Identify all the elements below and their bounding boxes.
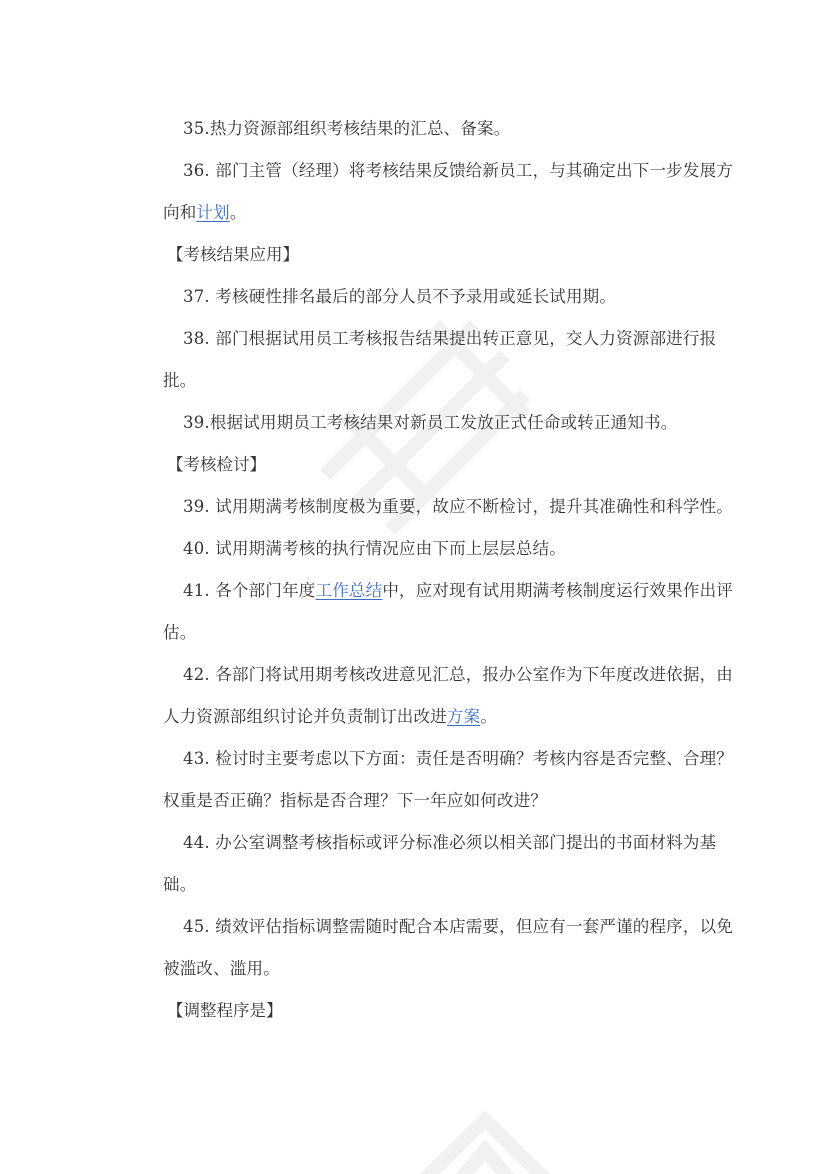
paragraph-text: 37. 考核硬性排名最后的部分人员不予录用或延长试用期。 xyxy=(183,287,617,306)
paragraph-text: 【考核检讨】 xyxy=(167,455,266,474)
list-item xyxy=(163,570,743,654)
paragraph-text: 40. 试用期满考核的执行情况应由下而上层层总结。 xyxy=(183,539,566,558)
list-item xyxy=(163,486,743,528)
list-item xyxy=(163,528,743,570)
paragraph-text: 42. 各部门将试用期考核改进意见汇总，报办公室作为下年度改进依据，由人力资源部组织讨论并负责制订出改进 xyxy=(163,665,733,726)
inline-link[interactable]: 方案 xyxy=(446,707,481,726)
paragraph-text: 【考核结果应用】 xyxy=(167,245,299,264)
list-item xyxy=(163,906,743,990)
section-heading xyxy=(163,990,743,1032)
list-item xyxy=(163,108,743,150)
list-item xyxy=(163,738,743,822)
paragraph-text: 38. 部门根据试用员工考核报告结果提出转正意见，交人力资源部进行报批。 xyxy=(163,329,717,390)
paragraph-text: 。 xyxy=(480,707,498,726)
paragraph-text: 35.热力资源部组织考核结果的汇总、备案。 xyxy=(183,119,511,138)
paragraph-text: 。 xyxy=(229,203,247,222)
section-heading xyxy=(163,444,743,486)
list-item xyxy=(163,276,743,318)
list-item xyxy=(163,150,743,234)
paragraph-text: 39. 试用期满考核制度极为重要，故应不断检讨，提升其准确性和科学性。 xyxy=(183,497,733,516)
section-heading xyxy=(163,234,743,276)
list-item xyxy=(163,402,743,444)
paragraph-text: 39.根据试用期员工考核结果对新员工发放正式任命或转正通知书。 xyxy=(183,413,678,432)
inline-link[interactable]: 计划 xyxy=(196,203,230,222)
paragraph-text: 36. 部门主管（经理）将考核结果反馈给新员工，与其确定出下一步发展方向和 xyxy=(163,161,733,222)
list-item xyxy=(163,318,743,402)
paragraph-text: 45. 绩效评估指标调整需随时配合本店需要，但应有一套严谨的程序，以免被滥改、滥用。 xyxy=(163,917,733,978)
paragraph-text: 41. 各个部门年度 xyxy=(183,581,316,600)
inline-link[interactable]: 工作总结 xyxy=(315,581,383,600)
document-page xyxy=(163,108,743,1032)
list-item xyxy=(163,822,743,906)
paragraph-text: 43. 检讨时主要考虑以下方面：责任是否明确？考核内容是否完整、合理？权重是否正确？指标是否合理？下一年应如何改进？ xyxy=(163,749,733,810)
paragraph-text: 中，应对现有试用期满考核制度运行效果作出评估。 xyxy=(163,581,734,642)
list-item xyxy=(163,654,743,738)
paragraph-text: 【调整程序是】 xyxy=(167,1001,283,1020)
paragraph-text: 44. 办公室调整考核指标或评分标准必须以相关部门提出的书面材料为基础。 xyxy=(163,833,717,894)
